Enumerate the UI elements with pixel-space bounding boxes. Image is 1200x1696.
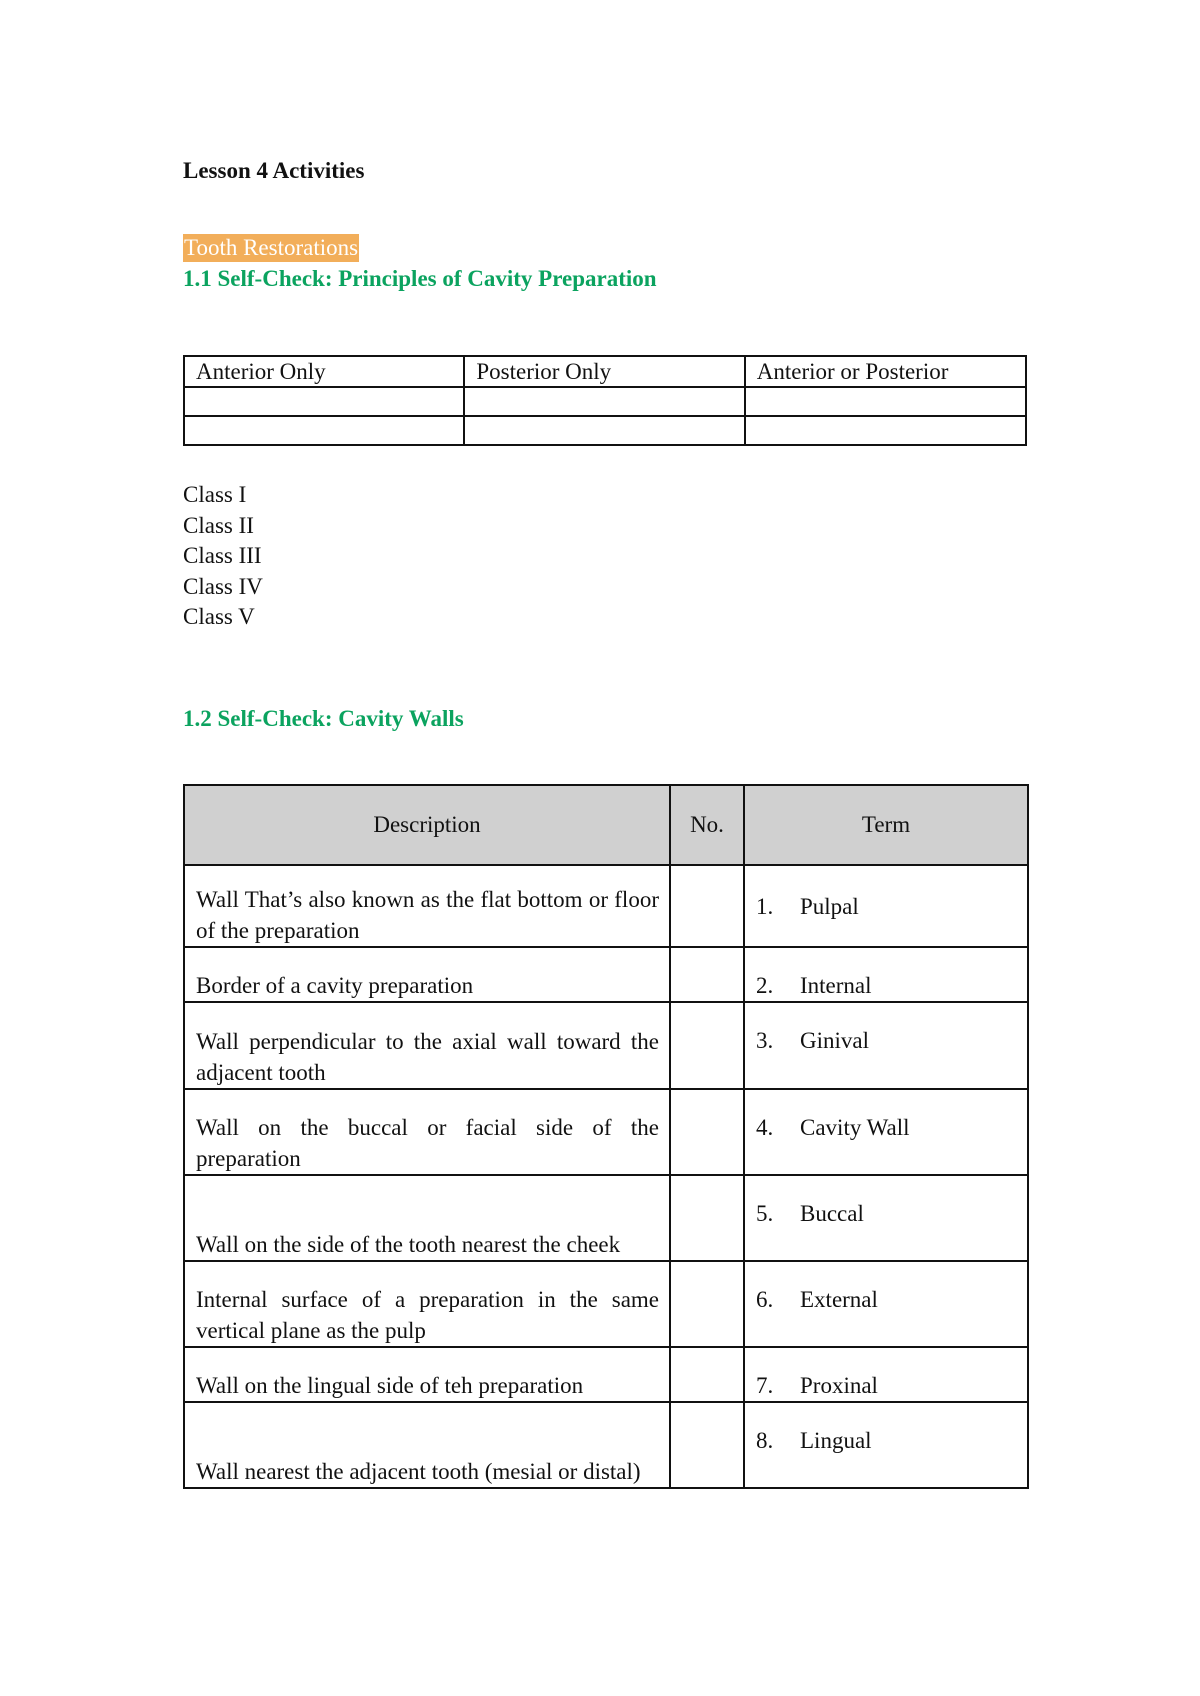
row-number-cell xyxy=(670,1347,744,1402)
header-anterior-only: Anterior Only xyxy=(184,356,464,387)
row-number-cell xyxy=(670,947,744,1002)
term-number: 2. xyxy=(756,973,774,998)
header-term: Term xyxy=(744,785,1028,865)
highlighted-topic: Tooth Restorations xyxy=(184,235,359,260)
term-number: 4. xyxy=(756,1115,774,1140)
lesson-title: Lesson 4 Activities xyxy=(183,158,365,183)
term-label: Lingual xyxy=(800,1428,872,1453)
term-label: External xyxy=(800,1287,878,1312)
row-description: Wall on the buccal or facial side of the preparation xyxy=(184,1089,670,1175)
row-description: Wall on the side of the tooth nearest the cheek xyxy=(184,1175,670,1261)
answer-cell xyxy=(464,416,744,445)
header-no: No. xyxy=(670,785,744,865)
term-label: Pulpal xyxy=(800,893,859,919)
table-row xyxy=(184,1089,1028,1175)
term-number: 8. xyxy=(756,1428,774,1453)
row-term xyxy=(744,1347,1028,1402)
answer-cell xyxy=(184,387,464,416)
table-row xyxy=(184,1002,1028,1089)
answer-cell xyxy=(184,416,464,445)
row-term xyxy=(744,1002,1028,1089)
row-description: Wall on the lingual side of teh preparation xyxy=(184,1347,670,1402)
row-description: Border of a cavity preparation xyxy=(184,947,670,1002)
row-description: Wall That’s also known as the flat bottom or floor of the preparation xyxy=(184,865,670,947)
classification-header-row xyxy=(184,356,1026,387)
class-item: Class II xyxy=(183,512,254,538)
row-term xyxy=(744,865,1028,947)
table-row xyxy=(184,1175,1028,1261)
term-label: Ginival xyxy=(800,1028,869,1053)
row-number-cell xyxy=(670,865,744,947)
answer-cell xyxy=(745,416,1026,445)
section-2-heading: 1.2 Self-Check: Cavity Walls xyxy=(183,706,464,731)
term-label: Cavity Wall xyxy=(800,1115,910,1140)
row-number-cell xyxy=(670,1175,744,1261)
header-anterior-or-posterior: Anterior or Posterior xyxy=(745,356,1026,387)
table-row xyxy=(184,1261,1028,1347)
table-row xyxy=(184,947,1028,1002)
row-term xyxy=(744,1402,1028,1488)
row-description: Internal surface of a preparation in the same vertical plane as the pulp xyxy=(184,1261,670,1347)
header-posterior-only: Posterior Only xyxy=(464,356,744,387)
classification-blank-row xyxy=(184,387,1026,416)
term-number: 3. xyxy=(756,1028,774,1053)
term-number: 5. xyxy=(756,1201,774,1226)
table-row xyxy=(184,1402,1028,1488)
row-term xyxy=(744,947,1028,1002)
term-number: 6. xyxy=(756,1287,774,1312)
term-number: 1. xyxy=(756,893,774,919)
term-number: 7. xyxy=(756,1373,774,1398)
header-description: Description xyxy=(184,785,670,865)
cavity-walls-table xyxy=(183,784,1029,1489)
term-label: Proxinal xyxy=(800,1373,878,1398)
row-number-cell xyxy=(670,1402,744,1488)
table-row xyxy=(184,1347,1028,1402)
class-item: Class IV xyxy=(183,573,263,599)
row-term xyxy=(744,1175,1028,1261)
row-number-cell xyxy=(670,1261,744,1347)
class-item: Class III xyxy=(183,543,262,568)
row-number-cell xyxy=(670,1089,744,1175)
row-description: Wall perpendicular to the axial wall toward the adjacent tooth xyxy=(184,1002,670,1089)
term-label: Internal xyxy=(800,973,872,998)
row-term xyxy=(744,1261,1028,1347)
row-number-cell xyxy=(670,1002,744,1089)
class-item: Class I xyxy=(183,482,247,507)
classification-blank-row xyxy=(184,416,1026,445)
term-label: Buccal xyxy=(800,1201,864,1226)
row-description: Wall nearest the adjacent tooth (mesial or distal) xyxy=(184,1402,670,1488)
row-term xyxy=(744,1089,1028,1175)
answer-cell xyxy=(745,387,1026,416)
class-list xyxy=(183,480,263,633)
section-1-heading: 1.1 Self-Check: Principles of Cavity Preparation xyxy=(183,266,657,291)
cavity-walls-header-row xyxy=(184,785,1028,865)
class-item: Class V xyxy=(183,604,255,629)
table-row xyxy=(184,865,1028,947)
classification-table xyxy=(183,355,1027,446)
answer-cell xyxy=(464,387,744,416)
